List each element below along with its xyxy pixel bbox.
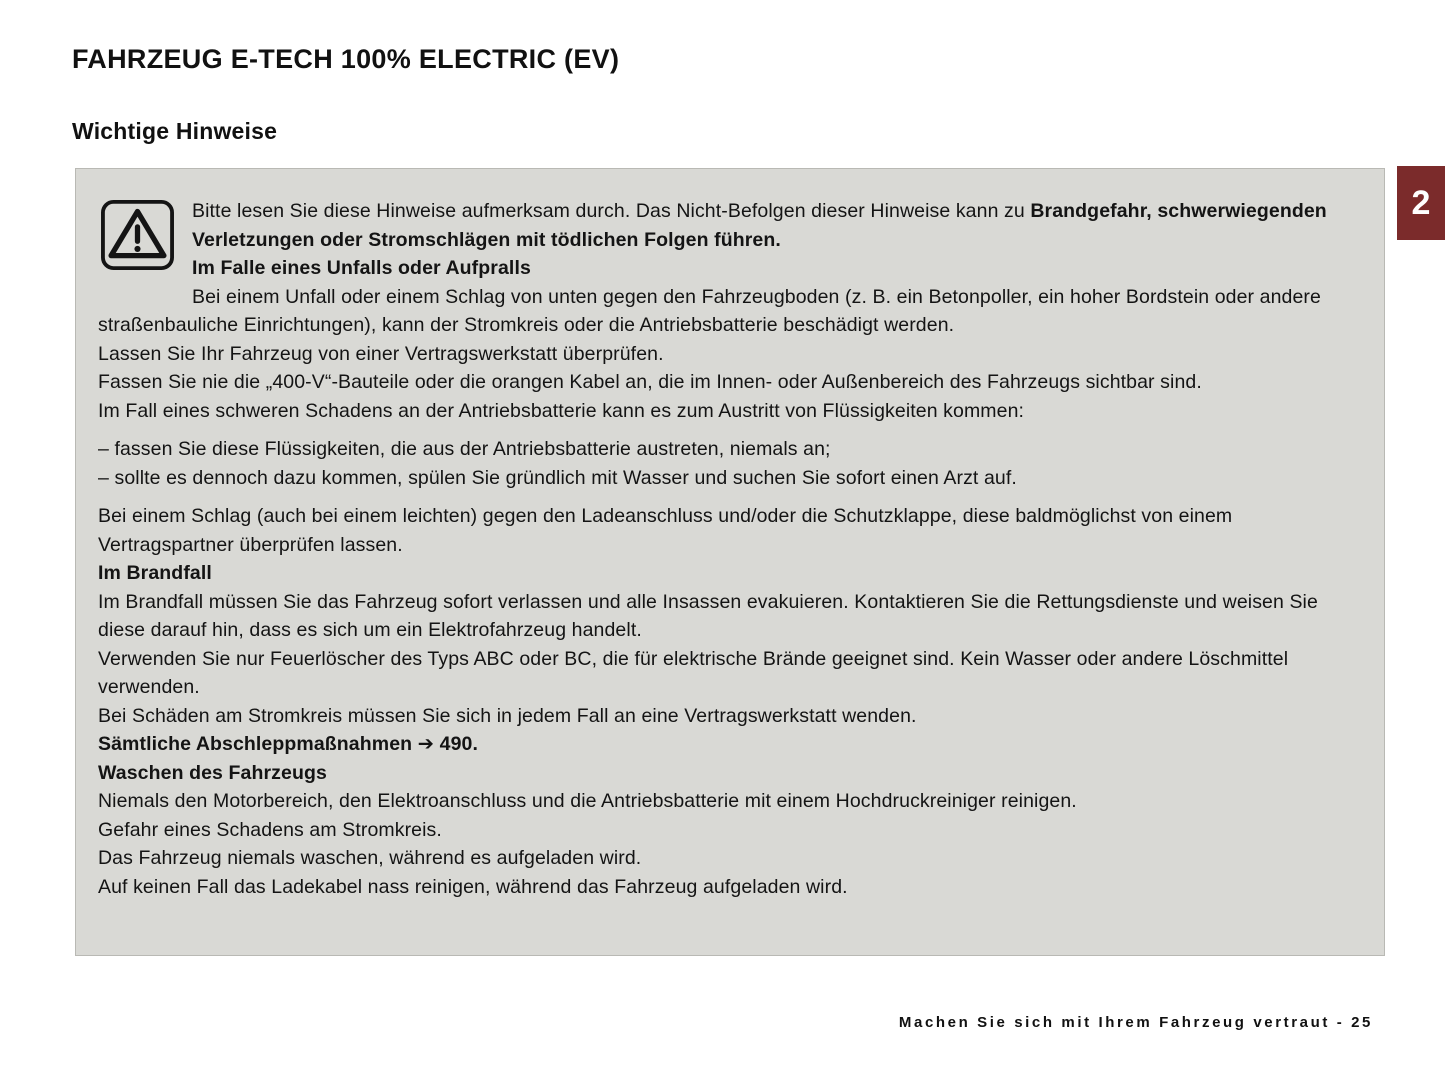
text-segment: – sollte es dennoch dazu kommen, spülen Sie gründlich mit Wasser und suchen Sie sofort einen Arzt auf. [98, 466, 1017, 489]
page-footer: Machen Sie sich mit Ihrem Fahrzeug vertraut - 25 [898, 1014, 1373, 1031]
warning-paragraph [98, 816, 1358, 845]
warning-paragraph [98, 502, 1358, 559]
warning-paragraph [98, 844, 1358, 873]
warning-paragraph [98, 873, 1358, 902]
chapter-number: 2 [1411, 183, 1431, 222]
warning-paragraph [98, 464, 1358, 493]
warning-paragraph [98, 588, 1358, 645]
warning-paragraph [98, 559, 1358, 588]
warning-paragraph [98, 397, 1358, 426]
text-segment: Waschen des Fahrzeugs [98, 761, 327, 784]
text-segment: Bei Schäden am Stromkreis müssen Sie sich in jedem Fall an eine Vertragswerkstatt wenden. [98, 704, 917, 727]
text-segment: Verwenden Sie nur Feuerlöscher des Typs ABC oder BC, die für elektrische Brände geeignet sind. Kein Wasser oder andere Löschmittel verwenden. [98, 647, 1289, 698]
text-segment: Auf keinen Fall das Ladekabel nass reinigen, während das Fahrzeug aufgeladen wird. [98, 875, 848, 898]
text-segment: Im Brandfall müssen Sie das Fahrzeug sofort verlassen und alle Insassen evakuieren. Kontaktieren Sie die Rettungsdienste und weisen Sie diese darauf hin, dass es sich um ein Elektrofahrzeug handelt. [98, 590, 1318, 641]
warning-paragraph [98, 368, 1358, 397]
text-segment: Bei einem Schlag (auch bei einem leichten) gegen den Ladeanschluss und/oder die Schutzklappe, diese baldmöglichst von einem Vertragspartner überprüfen lassen. [98, 505, 1233, 556]
text-segment: Niemals den Motorbereich, den Elektroanschluss und die Antriebsbatterie mit einem Hochdruckreiniger reinigen. [98, 790, 1077, 812]
text-segment: Lassen Sie Ihr Fahrzeug von einer Vertragswerkstatt überprüfen. [98, 342, 664, 365]
text-segment: Bei einem Unfall oder einem Schlag von unten gegen den Fahrzeugboden (z. B. ein Betonpoller, ein hoher Bordstein oder andere straßenbauliche Einrichtungen), kann der Stromkreis oder die Antriebsbatterie beschädigt werden. [98, 285, 1321, 336]
warning-paragraph [98, 435, 1358, 464]
warning-paragraph [98, 197, 1358, 254]
text-segment: Im Brandfall [98, 562, 212, 584]
warning-paragraph [98, 787, 1358, 816]
warning-paragraph [98, 645, 1358, 702]
text-segment: – fassen Sie diese Flüssigkeiten, die aus der Antriebsbatterie austreten, niemals an; [98, 438, 831, 460]
section-title: Wichtige Hinweise [72, 118, 278, 144]
warning-paragraph [98, 702, 1358, 731]
warning-triangle-icon [100, 199, 175, 271]
warning-paragraph [98, 730, 1358, 759]
text-segment: Das Fahrzeug niemals waschen, während es aufgeladen wird. [98, 847, 642, 869]
warning-paragraph [98, 283, 1358, 340]
warning-paragraph [98, 254, 1358, 283]
warning-paragraph [98, 759, 1358, 788]
text-segment: Sämtliche Abschleppmaßnahmen ➔ 490. [98, 733, 478, 755]
text-segment: Im Fall eines schweren Schadens an der Antriebsbatterie kann es zum Austritt von Flüssigkeiten kommen: [98, 399, 1025, 422]
warning-paragraph [98, 340, 1358, 369]
text-segment: Brandgefahr, schwerwiegenden Verletzungen oder Stromschlägen mit tödlichen Folgen führen. [192, 200, 1327, 251]
text-segment: Bitte lesen Sie diese Hinweise aufmerksam durch. Das Nicht-Befolgen dieser Hinweise kann zu [192, 200, 1031, 222]
warning-content [98, 197, 1358, 901]
page-title: FAHRZEUG E-TECH 100% ELECTRIC (EV) [72, 44, 620, 74]
text-segment: Gefahr eines Schadens am Stromkreis. [98, 818, 442, 841]
chapter-tab [1397, 166, 1445, 240]
text-segment: Fassen Sie nie die „400-V“-Bauteile oder die orangen Kabel an, die im Innen- oder Außenbereich des Fahrzeugs sichtbar sind. [98, 371, 1202, 393]
text-segment: Im Falle eines Unfalls oder Aufpralls [192, 257, 531, 279]
warning-box [75, 168, 1385, 956]
